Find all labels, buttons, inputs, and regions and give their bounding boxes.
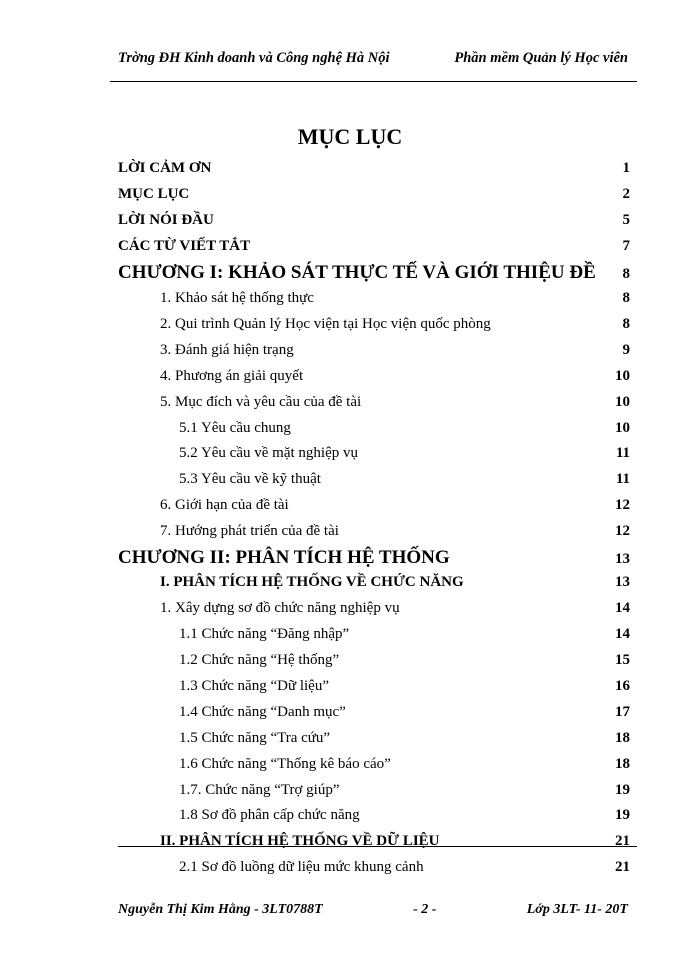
footer-author: Nguyễn Thị Kim Hằng - 3LT0788T [118,902,323,917]
toc-entry[interactable] [160,316,630,333]
toc-entry-page: 13 [615,551,630,567]
toc-entry-title: 7. Hướng phát triển của đề tài [160,523,339,539]
toc-section[interactable] [160,574,630,591]
toc-entry-page: 19 [615,807,630,823]
toc-entry-page: 11 [615,471,630,487]
toc-entry-page: 2 [622,186,630,202]
toc-entry[interactable] [179,730,630,747]
toc-entry-page: 18 [615,730,630,746]
toc-entry-title: CHƯƠNG II: PHÂN TÍCH HỆ THỐNG [118,547,450,568]
toc-entry-title: 5.2 Yêu cầu về mặt nghiệp vụ [179,445,358,461]
toc-entry-page: 14 [615,600,630,616]
toc-entry[interactable] [118,160,630,177]
toc-entry-title: 1.7. Chức năng “Trợ giúp” [179,782,340,798]
toc-entry[interactable] [160,394,630,411]
header-school: Trờng ĐH Kinh doanh và Công nghệ Hà Nội [118,50,390,66]
toc-entry-title: 3. Đánh giá hiện trạng [160,342,294,358]
toc-entry[interactable] [179,704,630,721]
toc-entry-title: 6. Giới hạn của đề tài [160,497,289,513]
toc-entry[interactable] [160,368,630,385]
toc-chapter[interactable] [118,547,630,569]
page-footer [118,902,628,918]
page-title: MỤC LỤC [297,124,403,149]
header-rule [110,81,637,82]
toc-entry[interactable] [179,652,630,669]
toc-entry-title: LỜI CẢM ƠN [118,160,212,176]
toc-entry-title: 1.5 Chức năng “Tra cứu” [179,730,331,746]
toc-section[interactable] [160,833,630,850]
toc-chapter[interactable] [118,262,630,284]
toc-entry[interactable] [160,497,630,514]
footer-page-number: - 2 - [413,902,437,917]
toc-entry[interactable] [118,186,630,203]
toc-entry[interactable] [179,859,630,876]
footer-class: Lớp 3LT- 11- 20T [526,902,628,917]
toc-entry-page: 16 [615,678,630,694]
toc-entry-page: 10 [615,368,630,384]
toc-entry[interactable] [179,471,630,488]
toc-entry[interactable] [179,420,630,437]
toc-entry-page: 12 [615,523,630,539]
toc-entry-title: 2.1 Sơ đồ luồng dữ liệu mức khung cảnh [179,859,424,875]
toc-entry[interactable] [118,238,630,255]
strikethrough-line [118,846,637,847]
toc-entry-page: 12 [615,497,630,513]
toc-entry[interactable] [179,782,630,799]
toc-entry-title: 2. Qui trình Quản lý Học viện tại Học viện quốc phòng [160,316,491,332]
toc-entry-title: 1.8 Sơ đồ phân cấp chức năng [179,807,360,823]
toc-entry-title: 1.4 Chức năng “Danh mục” [179,704,346,720]
toc-entry-page: 1 [622,160,630,176]
toc-entry[interactable] [160,290,630,307]
toc-entry-page: 8 [622,290,630,306]
header-software: Phần mềm Quản lý Học viên [454,50,628,66]
toc-entry[interactable] [179,445,630,462]
toc-entry[interactable] [179,678,630,695]
toc-entry[interactable] [160,600,630,617]
toc-entry-title: 1.3 Chức năng “Dữ liệu” [179,678,329,694]
toc-entry[interactable] [160,342,630,359]
toc-entry[interactable] [160,523,630,540]
toc-entry-title: 5.3 Yêu cầu về kỹ thuật [179,471,321,487]
toc-entry-page: 13 [615,574,630,590]
toc-entry-page: 5 [622,212,630,228]
toc-entry-page: 10 [615,420,630,436]
toc-entry[interactable] [179,626,630,643]
toc-entry-page: 8 [622,266,630,282]
toc-entry-title: LỜI NÓI ĐẦU [118,212,214,228]
toc-entry[interactable] [179,807,630,824]
toc-entry-page: 11 [615,445,630,461]
toc-entry-page: 21 [615,833,630,849]
toc-entry-page: 17 [615,704,630,720]
toc-entry-title: 1. Xây dựng sơ đồ chức năng nghiệp vụ [160,600,400,616]
page-header [118,50,628,67]
toc-entry-title: 1. Khảo sát hệ thống thực [160,290,314,306]
toc-entry-page: 15 [615,652,630,668]
toc-entry-page: 10 [615,394,630,410]
toc-entry-title: CÁC TỪ VIẾT TẮT [118,238,251,254]
toc-entry-page: 18 [615,756,630,772]
toc-entry-page: 19 [615,782,630,798]
toc-entry-title: 5.1 Yêu cầu chung [179,420,291,436]
toc-entry-title: 4. Phương án giải quyết [160,368,304,384]
toc-entry-page: 14 [615,626,630,642]
toc-entry[interactable] [179,756,630,773]
toc-entry-title: 1.6 Chức năng “Thống kê báo cáo” [179,756,391,772]
toc-entry[interactable] [118,212,630,229]
toc-entry-page: 9 [622,342,630,358]
toc-entry-page: 21 [615,859,630,875]
toc-entry-title: I. PHÂN TÍCH HỆ THỐNG VỀ CHỨC NĂNG [160,574,464,590]
toc-entry-title: II. PHÂN TÍCH HỆ THỐNG VỀ DỮ LIỆU [160,833,440,849]
toc-entry-title: 1.2 Chức năng “Hệ thống” [179,652,340,668]
toc-entry-title: MỤC LỤC [118,186,190,202]
toc-entry-page: 7 [622,238,630,254]
toc-entry-page: 8 [622,316,630,332]
toc-entry-title: CHƯƠNG I: KHẢO SÁT THỰC TẾ VÀ GIỚI THIỆU ĐỀ [118,262,596,283]
toc-entry-title: 1.1 Chức năng “Đăng nhập” [179,626,350,642]
toc-entry-title: 5. Mục đích và yêu cầu của đề tài [160,394,362,410]
